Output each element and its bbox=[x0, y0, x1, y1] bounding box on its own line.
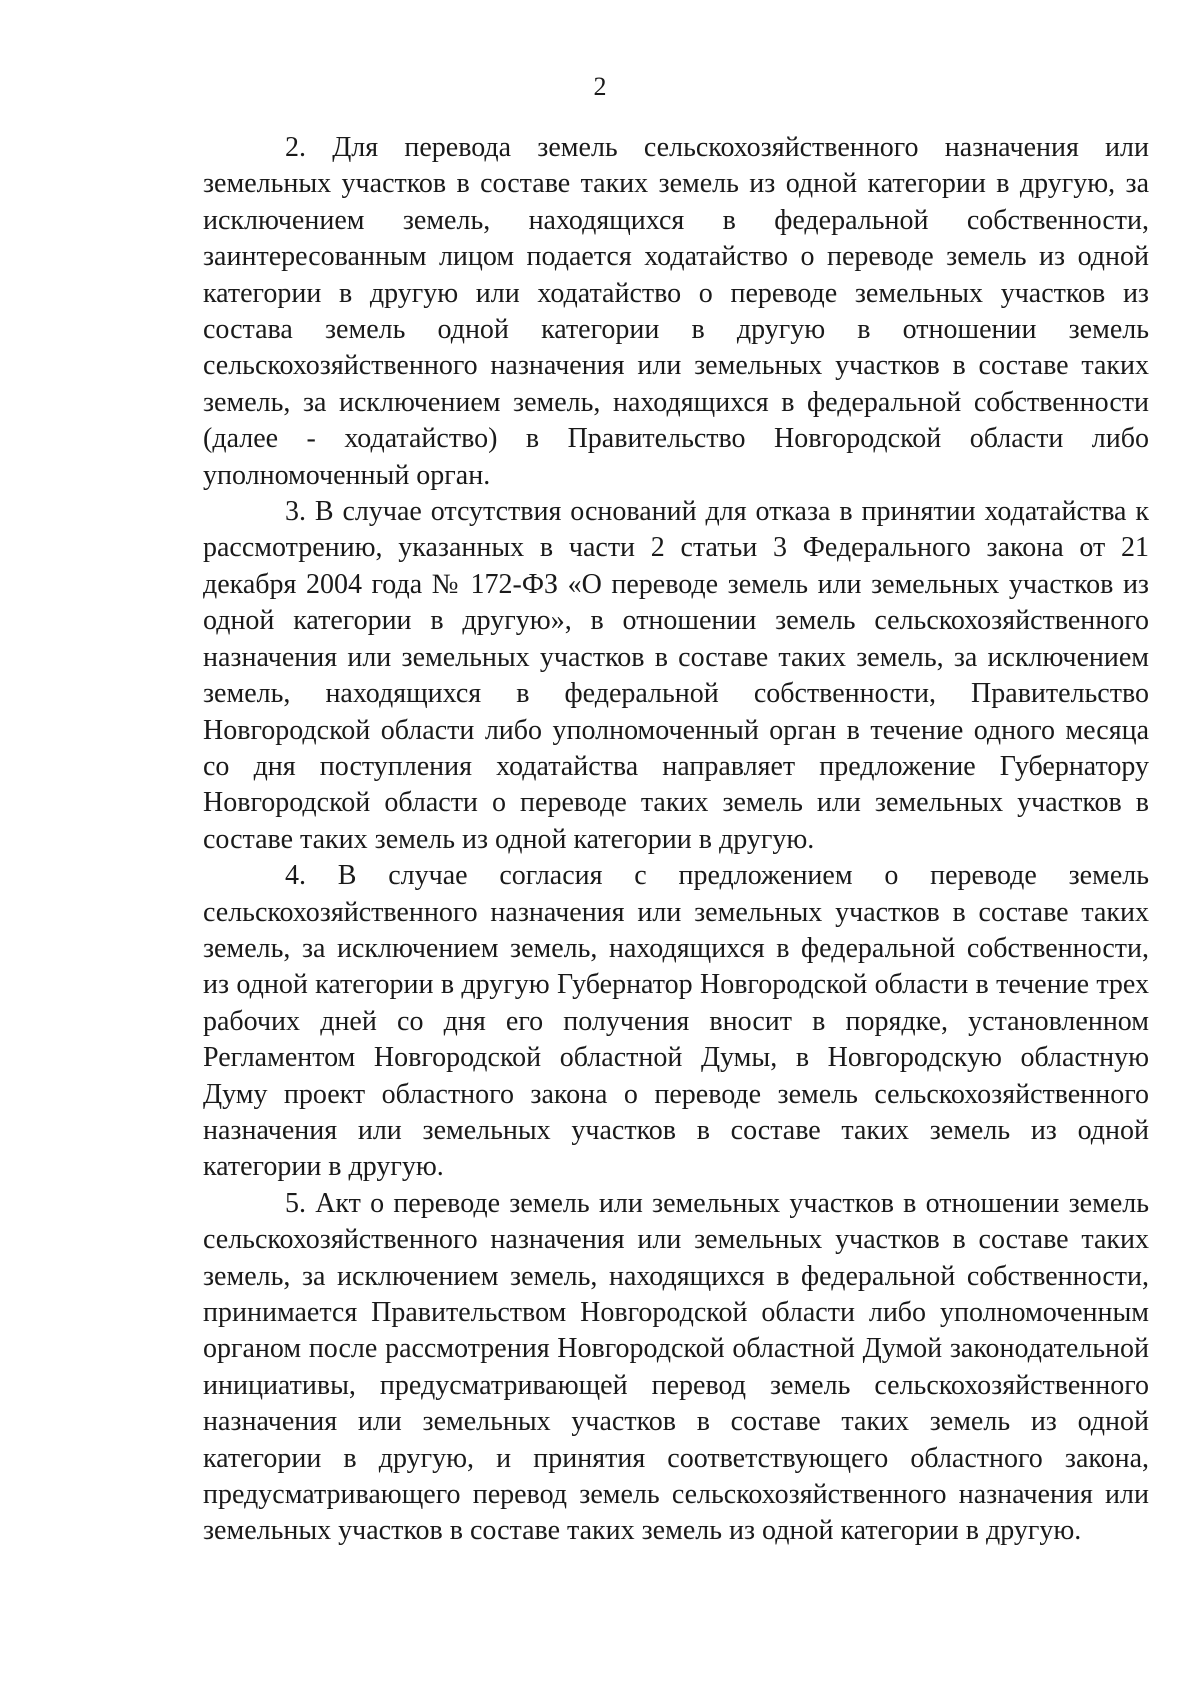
paragraph-2: 2. Для перевода земель сельскохозяйственного назначения или земельных участков в составе таких земель из одной категории в другую, за исключением земель, находящихся в федеральной собственности, заинтересованным лицом подается ходатайство о переводе земель из одной категории в другую или ходатайство о переводе земельных участков из состава земель одной категории в другую в отношении земель сельскохозяйственного назначения или земельных участков в составе таких земель, за исключением земель, находящихся в федеральной собственности (далее - ходатайство) в Правительство Новгородской области либо уполномоченный орган. bbox=[203, 132, 1149, 491]
page-number: 2 bbox=[593, 72, 607, 101]
document-body bbox=[203, 130, 1149, 1550]
paragraph-5: 5. Акт о переводе земель или земельных участков в отношении земель сельскохозяйственного назначения или земельных участков в составе таких земель, за исключением земель, находящихся в федеральной собственности, принимается Правительством Новгородской области либо уполномоченным органом после рассмотрения Новгородской областной Думой законодательной инициативы, предусматривающей перевод земель сельскохозяйственного назначения или земельных участков в составе таких земель из одной категории в другую, и принятия соответствующего областного закона, предусматривающего перевод земель сельскохозяйственного назначения или земельных участков в составе таких земель из одной категории в другую. bbox=[203, 1187, 1149, 1547]
paragraph-4: 4. В случае согласия с предложением о переводе земель сельскохозяйственного назначения или земельных участков в составе таких земель, за исключением земель, находящихся в федеральной собственности, из одной категории в другую Губернатор Новгородской области в течение трех рабочих дней со дня его получения вносит в порядке, установленном Регламентом Новгородской областной Думы, в Новгородскую областную Думу проект областного закона о переводе земель сельскохозяйственного назначения или земельных участков в составе таких земель из одной категории в другую. bbox=[203, 860, 1149, 1183]
paragraph-3: 3. В случае отсутствия оснований для отказа в принятии ходатайства к рассмотрению, указанных в части 2 статьи 3 Федерального закона от 21 декабря 2004 года № 172-ФЗ «О переводе земель или земельных участков из одной категории в другую», в отношении земель сельскохозяйственного назначения или земельных участков в составе таких земель, за исключением земель, находящихся в федеральной собственности, Правительство Новгородской области либо уполномоченный орган в течение одного месяца со дня поступления ходатайства направляет предложение Губернатору Новгородской области о переводе таких земель или земельных участков в составе таких земель из одной категории в другую. bbox=[203, 496, 1149, 855]
